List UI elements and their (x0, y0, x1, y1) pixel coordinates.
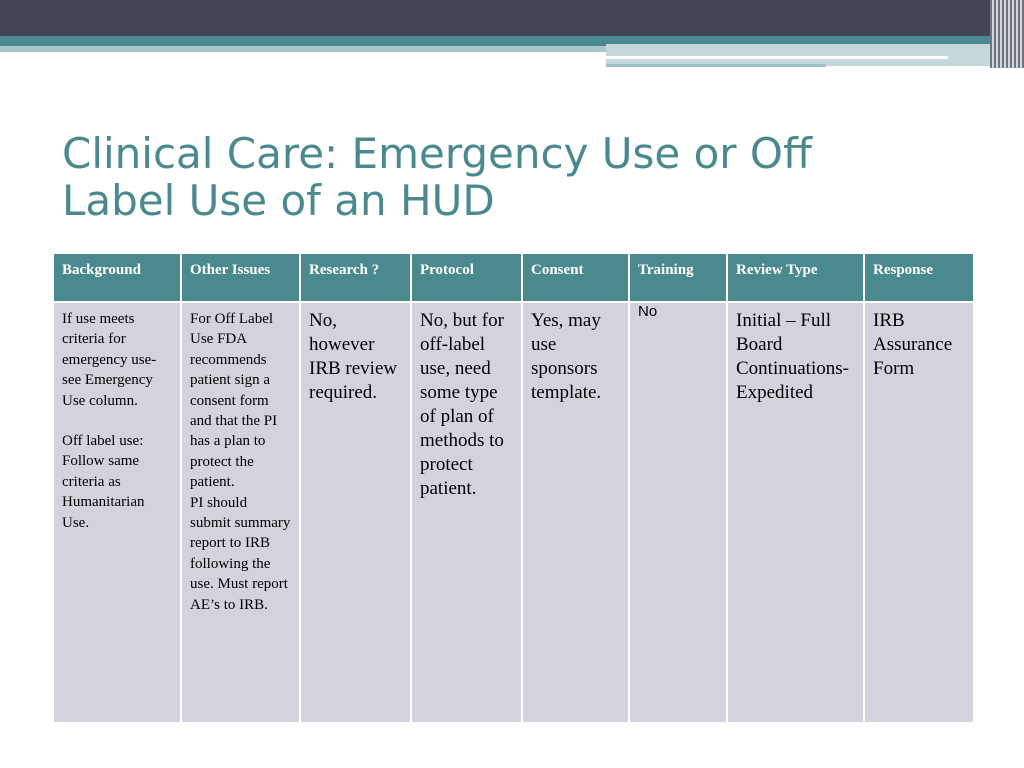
cell-text: No, but for off-label use, need some type of plan of methods to protect patient. (420, 310, 504, 499)
column-header: Training (629, 253, 727, 302)
cell-text: IRB Assurance Form (873, 310, 953, 379)
slide-title-line1: Clinical Care: Emergency Use or Off (62, 129, 812, 178)
column-header: Response (864, 253, 974, 302)
header-band-line (606, 56, 948, 59)
cell-response (864, 302, 974, 723)
column-header: Other Issues (181, 253, 300, 302)
table-header-row (53, 253, 974, 302)
cell-other-issues (181, 302, 300, 723)
header-band-line (606, 64, 826, 67)
column-header: Consent (522, 253, 629, 302)
slide-title-line2: Label Use of an HUD (62, 176, 495, 225)
cell-text: Off label use: Follow same criteria as Humanitarian Use. (62, 433, 145, 531)
cell-text: No, however IRB review required. (309, 310, 398, 403)
cell-review-type (727, 302, 864, 723)
cell-text: No (638, 303, 658, 320)
column-header: Protocol (411, 253, 522, 302)
header-band-right (606, 44, 1024, 66)
table-row (53, 302, 974, 723)
slide-title (62, 130, 962, 224)
cell-text: For Off Label Use FDA recommends patient sign a consent form and that the PI has a plan to protect the patient. (190, 311, 278, 491)
cell-text: PI should submit summary report to IRB following the use. Must report AE’s to IRB. (190, 494, 291, 613)
cell-research (300, 302, 411, 723)
cell-text: Initial – Full Board (736, 310, 831, 355)
cell-background (53, 302, 181, 723)
cell-text: Continuations-Expedited (736, 358, 849, 403)
header-edge-strip (990, 0, 1024, 68)
column-header: Review Type (727, 253, 864, 302)
hud-use-table (52, 252, 975, 724)
header-band-dark (0, 0, 1024, 36)
cell-text: Yes, may use sponsors template. (531, 310, 602, 403)
cell-text: If use meets criteria for emergency use- see Emergency Use column. (62, 311, 157, 409)
column-header: Research ? (300, 253, 411, 302)
cell-training (629, 302, 727, 723)
cell-consent (522, 302, 629, 723)
column-header: Background (53, 253, 181, 302)
cell-protocol (411, 302, 522, 723)
